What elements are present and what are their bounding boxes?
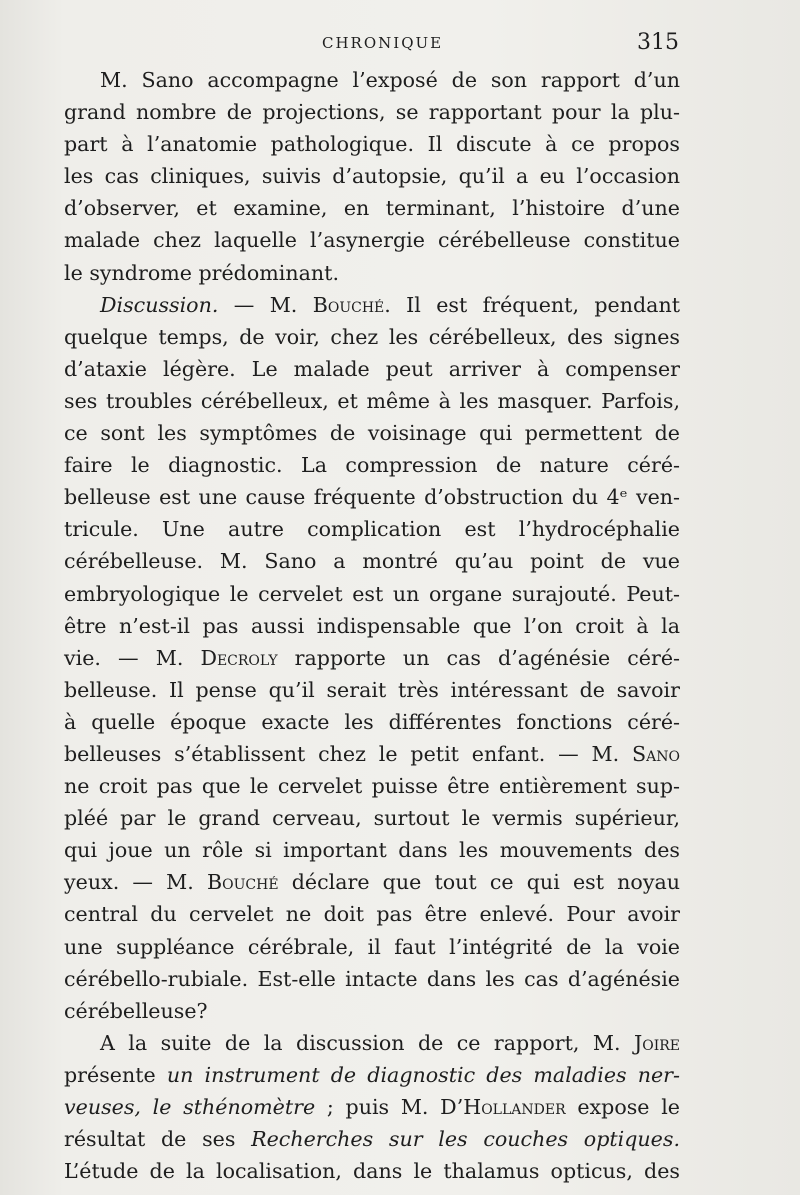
text-line (64, 417, 680, 449)
text-line (64, 898, 680, 930)
italic-run: Recherches sur les couches optiques. (251, 1127, 680, 1152)
text-run: cérébello-rubiale. Est-elle intacte dans les cas d’agénésie (64, 966, 680, 991)
running-title: CHRONIQUE (322, 34, 444, 52)
text-line (64, 770, 680, 802)
small-caps-name: Hollander (463, 1095, 566, 1119)
text-run: belleuses s’établissent chez le petit enfant. — M. (64, 741, 633, 766)
text-run: faire le diagnostic. La compression de nature céré- (64, 453, 680, 478)
text-run: le syndrome prédominant. (64, 260, 340, 285)
text-run: une suppléance cérébrale, il faut l’intégrité de la voie (64, 934, 680, 959)
text-line (64, 96, 680, 128)
text-line (64, 385, 680, 417)
text-line (64, 866, 680, 898)
text-line (64, 128, 680, 160)
text-line (64, 931, 680, 963)
text-line (64, 642, 680, 674)
text-line (64, 481, 680, 513)
italic-run: un instrument de diagnostic des maladies ner- (166, 1062, 680, 1087)
text-run: tricule. Une autre complication est l’hydrocéphalie (64, 517, 680, 542)
text-line (64, 64, 680, 96)
text-run: embryologique le cervelet est un organe surajouté. Peut- (64, 581, 680, 606)
text-run: d’observer, et examine, en terminant, l’histoire d’une (64, 196, 680, 221)
text-run: cérébelleuse? (64, 998, 208, 1023)
small-caps-name: Bouché (312, 292, 385, 317)
text-run: part à l’anatomie pathologique. Il discute à ce propos (64, 132, 680, 157)
page-number: 315 (637, 30, 679, 55)
small-caps-name: Joire (633, 1030, 680, 1055)
text-run: A la suite de la discussion de ce rapport, M. (100, 1030, 634, 1055)
text-run: ce sont les symptômes de voisinage qui permettent de (64, 421, 680, 446)
small-caps-name: Decroly (200, 645, 278, 670)
text-line (64, 706, 680, 738)
small-caps-name: Sano (632, 741, 680, 766)
text-run: quelque temps, de voir, chez les cérébelleux, des signes (64, 324, 680, 349)
text-run: ne croit pas que le cervelet puisse être entièrement sup- (64, 774, 680, 799)
text-line (64, 738, 680, 770)
text-run: L’étude de la localisation, dans le thalamus opticus, des (64, 1159, 680, 1184)
text-run: yeux. — M. (64, 870, 207, 895)
text-run: grand nombre de projections, se rapportant pour la plu- (64, 100, 680, 125)
text-run: qui joue un rôle si important dans les mouvements des (64, 838, 680, 863)
text-run: résultat de ses (64, 1127, 252, 1152)
text-line (64, 1027, 680, 1059)
text-run: . Il est fréquent, pendant (384, 292, 680, 317)
text-run: à quelle époque exacte les différentes fonctions céré- (64, 709, 680, 734)
text-line (64, 545, 680, 577)
small-caps-name: Bouché (206, 870, 279, 895)
text-line (64, 353, 680, 385)
text-run: malade chez laquelle l’asynergie cérébelleuse constitue (64, 228, 680, 253)
text-line (64, 257, 680, 289)
text-line (64, 963, 680, 995)
page-header (0, 28, 800, 62)
text-line (64, 1155, 680, 1187)
text-run: déclare que tout ce qui est noyau (278, 870, 680, 895)
text-line (64, 1059, 680, 1091)
italic-run: veuses, le sthénomètre (64, 1095, 316, 1119)
text-run: M. Sano accompagne l’exposé de son rapport d’un (100, 68, 680, 92)
text-line (64, 674, 680, 706)
text-run: d’ataxie légère. Le malade peut arriver à compenser (64, 356, 680, 381)
italic-run: Discussion. (100, 292, 219, 317)
text-line (64, 224, 680, 256)
text-line (64, 289, 680, 321)
text-run: être n’est-il pas aussi indispensable que l’on croit à la (64, 613, 680, 638)
text-run: les cas cliniques, suivis d’autopsie, qu’il a eu l’occasion (64, 164, 680, 189)
text-line (64, 449, 680, 481)
text-run: cérébelleuse. M. Sano a montré qu’au point de vue (64, 549, 680, 574)
text-line (64, 802, 680, 834)
text-line (64, 578, 680, 610)
text-run: expose le (565, 1095, 680, 1119)
text-run: vie. — M. (64, 645, 201, 670)
text-line (64, 160, 680, 192)
text-run: belleuse. Il pense qu’il serait très intéressant de savoir (64, 677, 680, 702)
text-run: — M. (218, 292, 313, 317)
text-line (64, 1091, 680, 1123)
body-text (64, 64, 680, 1187)
text-line (64, 995, 680, 1027)
text-run: ses troubles cérébelleux, et même à les masquer. Parfois, (64, 388, 680, 413)
text-line (64, 834, 680, 866)
text-line (64, 321, 680, 353)
text-run: belleuse est une cause fréquente d’obstruction du 4ᵉ ven- (64, 485, 680, 510)
text-run: central du cervelet ne doit pas être enlevé. Pour avoir (64, 902, 680, 927)
text-line (64, 1123, 680, 1155)
text-run: rapporte un cas d’agénésie céré- (277, 645, 680, 670)
text-run: ; puis M. D’ (315, 1095, 464, 1119)
text-run: présente (64, 1062, 167, 1087)
text-line (64, 192, 680, 224)
text-line (64, 610, 680, 642)
text-run: pléé par le grand cerveau, surtout le vermis supérieur, (64, 806, 680, 831)
text-line (64, 513, 680, 545)
